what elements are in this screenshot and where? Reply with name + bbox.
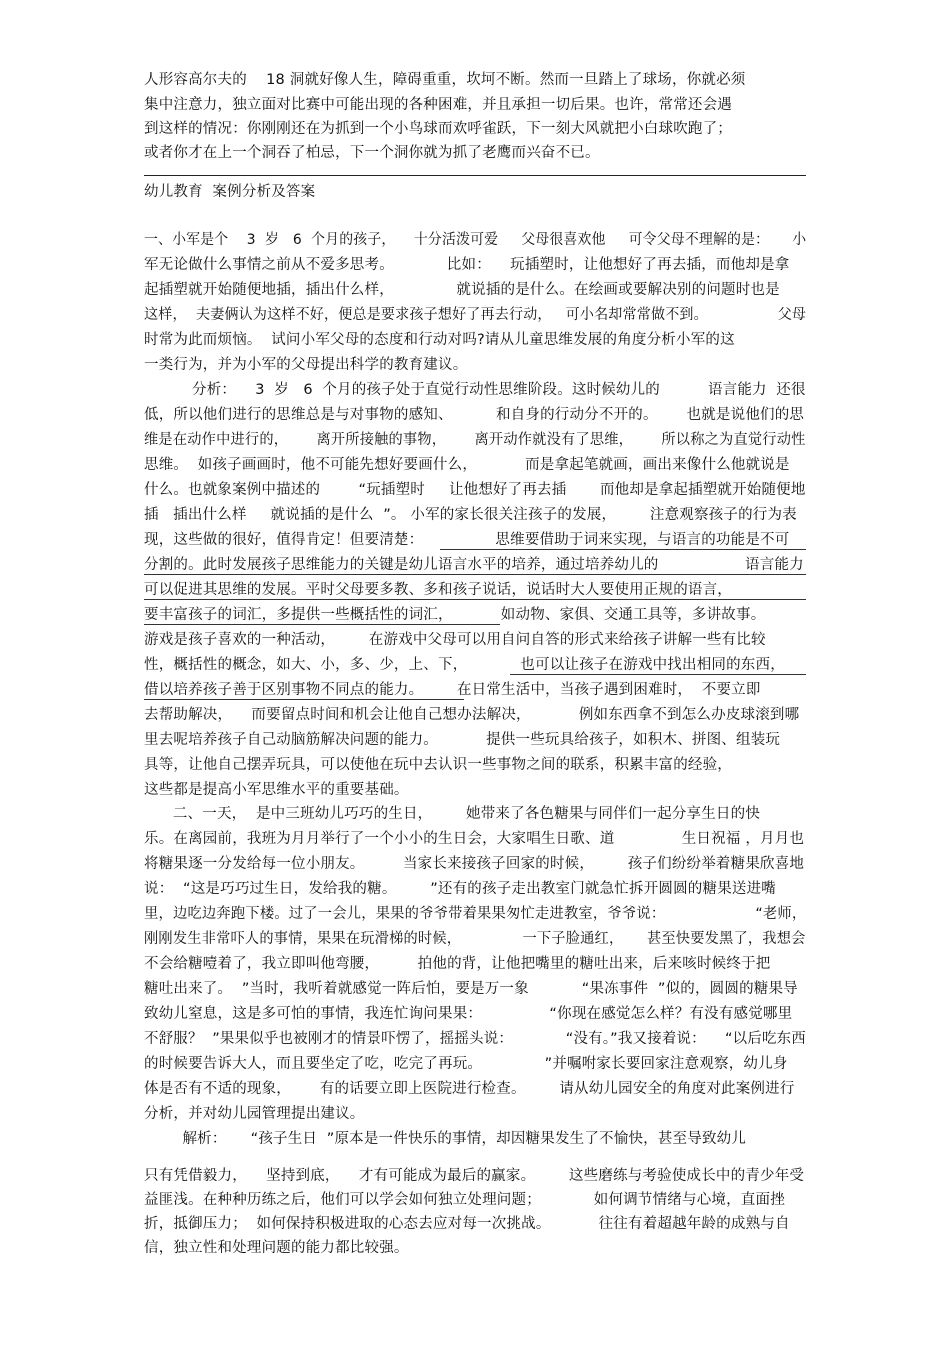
text-line: 这样， 夫妻俩认为这样不好，便总是要求孩子想好了再去行动， 可小名却常常做不到。 父母	[144, 307, 807, 323]
text-line: 刚刚发生非常吓人的事情，果果在玩滑梯的时候， 一下子脸通红， 甚至快要发黑了，我想会	[144, 931, 806, 947]
text-line: 只有凭借毅力， 坚持到底， 才有可能成为最后的赢家。 这些磨练与考验使成长中的青少年受	[144, 1168, 805, 1184]
text-line: 致幼儿窒息，这是多可怕的事情，我连忙询问果果： “你现在感觉怎么样？有没有感觉哪里	[144, 1006, 793, 1022]
text-underline	[440, 549, 806, 550]
text-underline	[144, 574, 806, 575]
text-line: 军无论做什么事情之前从不爱多思考。 比如： 玩插塑时，让他想好了再去插，而他却是拿	[144, 257, 790, 273]
text-line: 一、小军是个 3 岁 6 个月的孩子， 十分活泼可爱 父母很喜欢他 可令父母不理解的是： 小	[144, 232, 807, 248]
text-line: 维是在动作中进行的， 离开所接触的事物， 离开动作就没有了思维， 所以称之为直觉行动性	[144, 432, 806, 448]
text-line: 思维。 如孩子画画时，他不可能先想好要画什么， 而是拿起笔就画，画出来像什么他就说是	[144, 457, 790, 473]
text-line: 里去呢培养孩子自己动脑筋解决问题的能力。 提供一些玩具给孩子，如积木、拼图、组装玩	[144, 732, 781, 748]
text-line: 分析： 3 岁 6 个月的孩子处于直觉行动性思维阶段。这时候幼儿的 语言能力 还很	[144, 382, 806, 398]
text-line: 集中注意力，独立面对比赛中可能出现的各种困难，并且承担一切后果。也许，常常还会遇	[144, 97, 732, 113]
text-line: 可以促进其思维的发展。平时父母要多教、多和孩子说话，说话时大人要使用正规的语言，	[144, 582, 732, 598]
text-line: 说： “这是巧巧过生日，发给我的糖。 ”还有的孩子走出教室门就急忙拆开圆圆的糖果送进嘴	[144, 881, 777, 897]
text-line: 二、一天， 是中三班幼儿巧巧的生日， 她带来了各色糖果与同伴们一起分享生日的快	[144, 806, 761, 822]
text-line: 性，概括性的概念，如大、小，多、少，上、下， 也可以让孩子在游戏中找出相同的东西，	[144, 657, 785, 673]
text-line: 信，独立性和处理问题的能力都比较强。	[144, 1240, 409, 1256]
text-underline	[144, 624, 500, 625]
text-line: 解析： “孩子生日 ”原本是一件快乐的事情，却因糖果发生了不愉快，甚至导致幼儿	[144, 1131, 747, 1147]
text-line: 插 插出什么样 就说插的是什么 ”。 小军的家长很关注孩子的发展， 注意观察孩子的行为表	[144, 507, 797, 523]
text-line: 将糖果逐一分发给每一位小朋友。 当家长来接孩子回家的时候， 孩子们纷纷举着糖果欣喜地	[144, 856, 805, 872]
page-title: 幼儿教育 案例分析及答案	[144, 184, 316, 200]
text-line: 人形容高尔夫的 18 洞就好像人生，障碍重重，坎坷不断。然而一旦踏上了球场，你就必须	[144, 72, 746, 88]
text-line: 具等，让他自己摆弄玩具，可以使他在玩中去认识一些事物之间的联系，积累丰富的经验，	[144, 757, 732, 773]
text-underline	[144, 699, 464, 700]
title-rule	[144, 175, 806, 176]
text-line: 折，抵御压力； 如何保持积极进取的心态去应对每一次挑战。 往往有着超越年龄的成熟与自	[144, 1216, 790, 1232]
text-line: 借以培养孩子善于区别事物不同点的能力。 在日常生活中，当孩子遇到困难时， 不要立即	[144, 682, 761, 698]
text-underline	[144, 599, 806, 600]
text-line: 体是否有不适的现象， 有的话要立即上医院进行检查。 请从幼儿园安全的角度对此案例进行	[144, 1081, 795, 1097]
text-line: 时常为此而烦恼。 试问小军父母的态度和行动对吗?请从儿童思维发展的角度分析小军的这	[144, 332, 735, 348]
text-line: 游戏是孩子喜欢的一种活动， 在游戏中父母可以用自问自答的形式来给孩子讲解一些有比较	[144, 632, 766, 648]
text-line: 低，所以他们进行的思维总是与对事物的感知、 和自身的行动分不开的。 也就是说他们的思	[144, 407, 805, 423]
text-line: 起插塑就开始随便地插，插出什么样， 就说插的是什么。在绘画或要解决别的问题时也是	[144, 282, 780, 298]
text-line: 要丰富孩子的词汇，多提供一些概括性的词汇， 如动物、家俱、交通工具等，多讲故事。	[144, 607, 766, 623]
text-line: 乐。在离园前，我班为月月举行了一个小小的生日会，大家唱生日歌、道 生日祝福 ，月月也	[144, 831, 805, 847]
text-line: 什么。也就象案例中描述的 “玩插塑时 让他想好了再去插 而他却是拿起插塑就开始随便地	[144, 482, 806, 498]
text-line: 不会给糖噎着了，我立即叫他弯腰， 拍他的背，让他把嘴里的糖吐出来，后来咳时候终于把	[144, 956, 771, 972]
text-line: 到这样的情况：你刚刚还在为抓到一个小鸟球而欢呼雀跃，下一刻大风就把小白球吹跑了；	[144, 121, 732, 137]
text-line: 去帮助解决， 而要留点时间和机会让他自己想办法解决， 例如东西拿不到怎么办皮球滚到哪	[144, 707, 800, 723]
text-line: 这些都是提高小军思维水平的重要基础。	[144, 782, 409, 798]
text-line: 里，边吃边奔跑下楼。过了一会儿，果果的爷爷带着果果匆忙走进教室，爷爷说： “老师，	[144, 906, 807, 922]
text-line: 现，这些做的很好，值得肯定！但要清楚： 思维要借助于词来实现，与语言的功能是不可	[144, 532, 790, 548]
text-line: 分析，并对幼儿园管理提出建议。	[144, 1106, 365, 1122]
text-line: 或者你才在上一个洞吞了柏忌，下一个洞你就为抓了老鹰而兴奋不已。	[144, 145, 600, 161]
text-line: 益匪浅。在种种历练之后，他们可以学会如何独立处理问题； 如何调节情绪与心境，直面挫	[144, 1192, 785, 1208]
text-line: 一类行为，并为小军的父母提出科学的教育建议。	[144, 357, 468, 373]
text-line: 的时候要告诉大人，而且要坐定了吃，吃完了再玩。 ”并嘱咐家长要回家注意观察，幼儿身	[144, 1056, 788, 1072]
text-line: 不舒服？ ”果果似乎也被刚才的情景吓愣了，摇摇头说： “没有。”我又接着说： “以后吃东西	[144, 1031, 806, 1047]
text-underline	[510, 674, 806, 675]
text-line: 糖吐出来了。 ”当时，我听着就感觉一阵后怕，要是万一象 “果冻事件 ”似的，圆圆的糖果导	[144, 981, 798, 997]
text-line: 分割的。此时发展孩子思维能力的关键是幼儿语言水平的培养，通过培养幼儿的 语言能力	[144, 557, 804, 573]
